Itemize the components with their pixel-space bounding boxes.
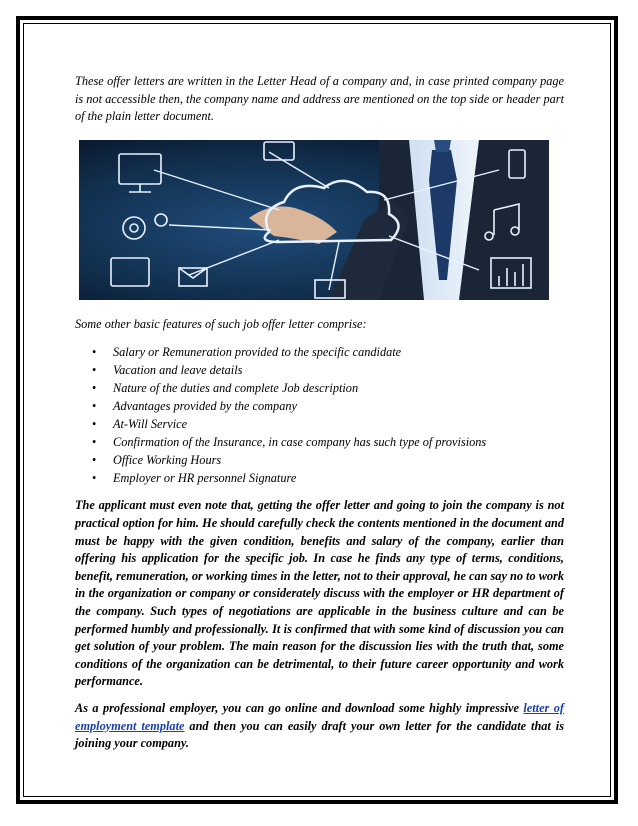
features-lead: Some other basic features of such job offer letter comprise: <box>75 316 367 331</box>
bullet-icon: • <box>92 435 97 450</box>
list-item: • Advantages provided by the company <box>92 399 297 414</box>
advice-paragraph: The applicant must even note that, getting the offer letter and going to join the company is not practical option for him. He should carefully check the contents mentioned in the document and must be happy with the given condition, benefits and salary of the company, earlier than offering his application for the specific job. In case he finds any type of terms, conditions, benefit, remuneration, or working times in the letter, not to their approval, he can say no to work in the organization or company or considerately discuss with the employer or HR department of the company. Such types of negotiations are applicable in the business culture and can be performed humbly and professionally. It is confirmed that with some kind of discussion you can get solution of your problem. The main reason for the discussion lies with the truth that, some conditions of the organization can be detrimental, to their future career opportunity and work performance. <box>75 498 564 689</box>
list-item: • Employer or HR personnel Signature <box>92 471 297 486</box>
list-item: • Nature of the duties and complete Job description <box>92 381 359 396</box>
bullet-icon: • <box>92 345 97 360</box>
list-item: • Confirmation of the Insurance, in case company has such type of provisions <box>92 435 487 450</box>
list-item: • At-Will Service <box>92 417 188 432</box>
list-item: • Office Working Hours <box>92 453 222 468</box>
list-item: • Salary or Remuneration provided to the specific candidate <box>92 345 402 360</box>
intro-paragraph: These offer letters are written in the Letter Head of a company and, in case printed company page is not accessible then, the company name and address are mentioned on the top side or header part of the plain letter document. <box>75 74 564 124</box>
employment-template-link[interactable]: letter of employment template <box>75 700 564 733</box>
bullet-icon: • <box>92 381 97 396</box>
bullet-icon: • <box>92 363 97 378</box>
bullet-icon: • <box>92 417 97 432</box>
cloud-computing-image <box>79 140 549 300</box>
document-body <box>75 73 564 753</box>
bullet-icon: • <box>92 453 97 468</box>
bullet-icon: • <box>92 471 97 486</box>
bullet-icon: • <box>92 399 97 414</box>
features-list <box>75 343 564 487</box>
list-item: • Vacation and leave details <box>92 363 243 378</box>
closing-paragraph: As a professional employer, you can go online and download some highly impressive letter of employment template and then you can easily draft your own letter for the candidate that is joining your company. <box>75 700 565 751</box>
